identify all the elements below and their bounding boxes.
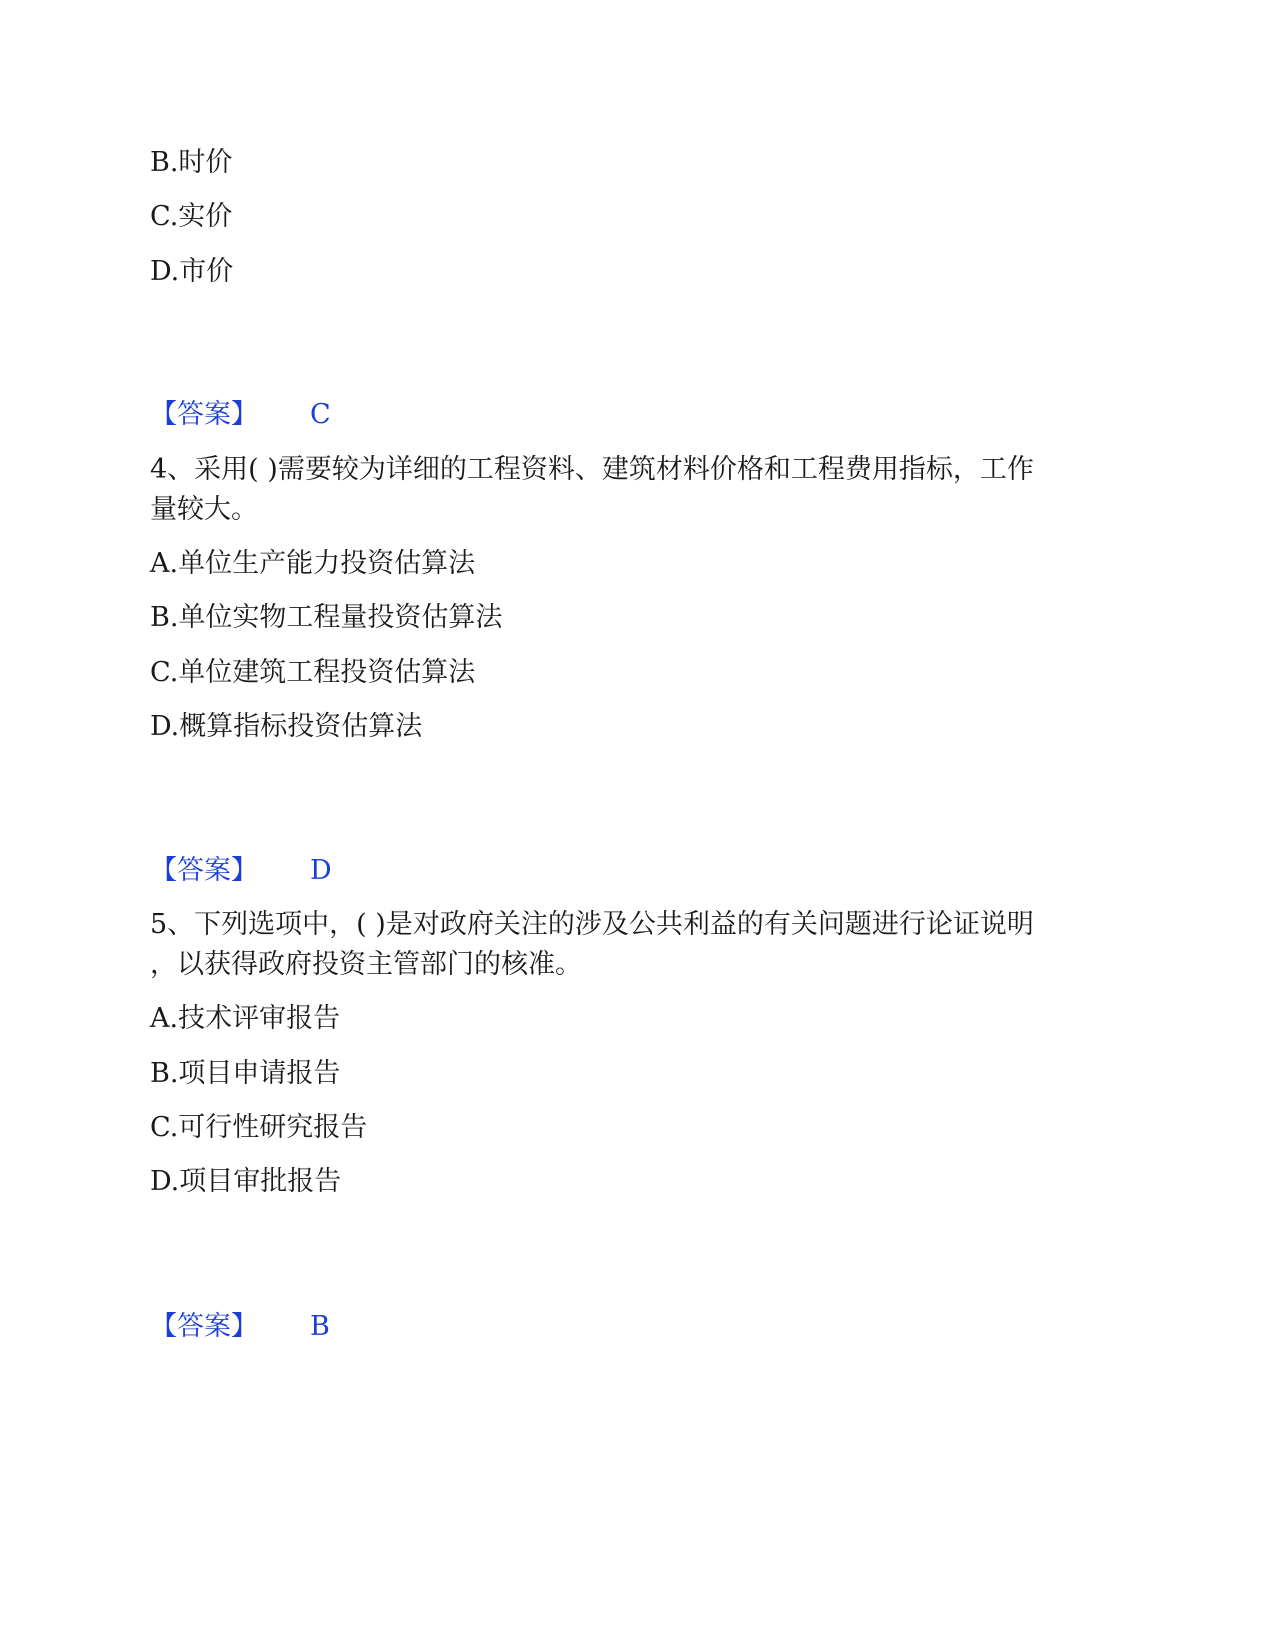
q5-option-d: D.项目审批报告: [150, 1166, 342, 1197]
q5-stem-line1: 5、下列选项中，( )是对政府关注的涉及公共利益的有关问题进行论证说明: [150, 909, 1034, 940]
q4-option-c: C.单位建筑工程投资估算法: [150, 657, 476, 688]
q4-option-b: B.单位实物工程量投资估算法: [150, 602, 503, 633]
q3-option-b: B.时价: [150, 147, 233, 178]
q4-stem-line2: 量较大。: [150, 494, 258, 525]
q3-answer-value: C: [310, 399, 331, 430]
q3-option-c: C.实价: [150, 201, 233, 232]
q4-answer-value: D: [310, 855, 332, 886]
q3-answer-label: 【答案】: [150, 399, 258, 430]
q5-answer-label: 【答案】: [150, 1311, 258, 1342]
q4-option-a: A.单位生产能力投资估算法: [150, 548, 476, 579]
q5-option-b: B.项目申请报告: [150, 1058, 341, 1089]
q5-option-a: A.技术评审报告: [150, 1003, 341, 1034]
q4-option-d: D.概算指标投资估算法: [150, 711, 423, 742]
q3-answer: [150, 398, 331, 432]
q4-answer: [150, 854, 332, 888]
q4-stem-line1: 4、采用( )需要较为详细的工程资料、建筑材料价格和工程费用指标，工作: [150, 454, 1034, 485]
q4-answer-label: 【答案】: [150, 855, 258, 886]
q5-option-c: C.可行性研究报告: [150, 1112, 368, 1143]
q3-option-d: D.市价: [150, 256, 234, 287]
q5-answer-value: B: [310, 1311, 330, 1342]
q5-stem-line2: ，以获得政府投资主管部门的核准。: [150, 949, 582, 980]
q5-answer: [150, 1310, 330, 1344]
